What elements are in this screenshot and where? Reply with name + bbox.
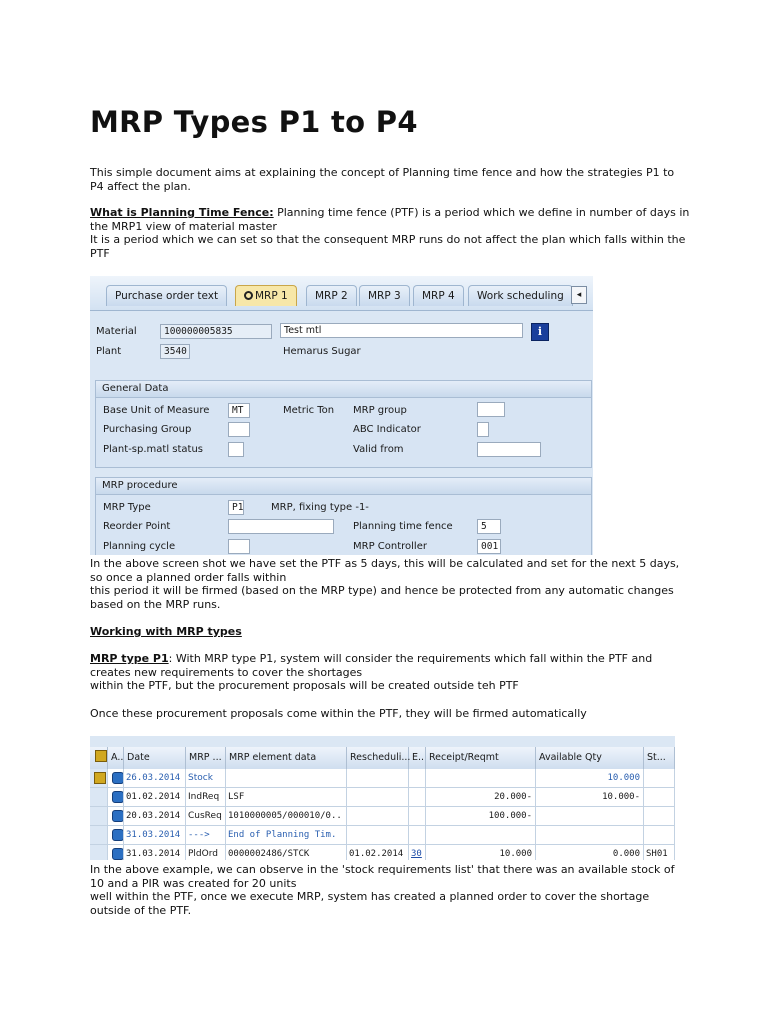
tab-bar <box>90 276 593 311</box>
cell-e-link[interactable]: 30 <box>409 845 426 860</box>
cell-rescheduling <box>347 788 409 807</box>
plant-status-label: Plant-sp.matl status <box>103 444 204 455</box>
material-label: Material <box>96 326 137 337</box>
planning-cycle-label: Planning cycle <box>103 541 176 552</box>
cell-date: 31.03.2014 <box>124 826 186 845</box>
row-side-cell <box>90 807 108 826</box>
cell-element-data: LSF <box>226 788 347 807</box>
cell-available: 10.000- <box>536 788 644 807</box>
abc-indicator-label: ABC Indicator <box>353 424 421 435</box>
cell-available: 10.000 <box>536 769 644 788</box>
cell-element-data <box>226 769 347 788</box>
after-shot2-line2: well within the PTF, once we execute MRP, system has created a planned order to cover the shortage outside of the PTF. <box>90 890 650 917</box>
detail-icon[interactable] <box>112 791 124 803</box>
plant-label: Plant <box>96 346 122 357</box>
p1-text1: : With MRP type P1, system will consider the requirements which fall within the PTF and creates new requirements to cover the shortages <box>90 652 653 679</box>
cell-date: 26.03.2014 <box>124 769 186 788</box>
working-with-mrp-types-heading: Working with MRP types <box>90 625 242 638</box>
cell-date: 31.03.2014 <box>124 845 186 860</box>
table-header <box>90 747 675 770</box>
row-side-cell <box>90 769 108 788</box>
cell-status <box>644 788 675 807</box>
cell-element-data: 1010000005/000010/0.. <box>226 807 347 826</box>
cell-element-data: End of Planning Tim. <box>226 826 347 845</box>
detail-icon[interactable] <box>112 772 124 784</box>
purchasing-group-label: Purchasing Group <box>103 424 192 435</box>
info-icon[interactable]: i <box>531 323 549 341</box>
cell-rescheduling: 01.02.2014 <box>347 845 409 860</box>
base-uom-label: Base Unit of Measure <box>103 405 210 416</box>
cell-mrp: PldOrd <box>186 845 226 860</box>
ptf-heading: What is Planning Time Fence: <box>90 206 274 219</box>
row-icon-cell <box>108 769 124 788</box>
header-col-e[interactable]: E.. <box>409 747 426 769</box>
cell-receipt: 100.000- <box>426 807 536 826</box>
tab-work-scheduling[interactable]: Work scheduling <box>468 285 573 306</box>
tab-mrp1[interactable]: MRP 1 <box>235 285 297 306</box>
sap-material-master-screenshot <box>90 276 593 555</box>
ptf-text1: Planning time fence (PTF) is a period which we define in number of days in the MRP1 view of material master <box>90 206 690 233</box>
ptf-paragraph <box>90 206 690 260</box>
detail-icon[interactable] <box>112 810 124 822</box>
cell-available: 0.000 <box>536 845 644 860</box>
cell-available <box>536 826 644 845</box>
plant-description: Hemarus Sugar <box>283 346 361 357</box>
scroll-left-icon[interactable]: ◂ <box>571 286 587 304</box>
row-side-cell <box>90 788 108 807</box>
tab-mrp4[interactable]: MRP 4 <box>413 285 464 306</box>
cell-receipt: 10.000 <box>426 845 536 860</box>
table-row[interactable] <box>90 807 675 826</box>
material-description-field[interactable]: Test mtl <box>280 323 523 338</box>
mrp-group-label: MRP group <box>353 405 407 416</box>
row-icon-cell <box>108 826 124 845</box>
mrp-procedure-title: MRP procedure <box>96 478 591 495</box>
cell-mrp: CusReq <box>186 807 226 826</box>
ptf-text2: It is a period which we can set so that the consequent MRP runs do not affect the plan which falls within the PTF <box>90 233 686 260</box>
p1-paragraph <box>90 652 690 693</box>
detail-icon[interactable] <box>112 848 124 860</box>
table-row[interactable] <box>90 826 675 845</box>
valid-from-label: Valid from <box>353 444 404 455</box>
header-col-receipt[interactable]: Receipt/Reqmt <box>426 747 536 769</box>
header-col-date[interactable]: Date <box>124 747 186 769</box>
cell-rescheduling <box>347 807 409 826</box>
group-icon[interactable] <box>94 772 106 784</box>
row-icon-cell <box>108 807 124 826</box>
cell-status <box>644 769 675 788</box>
planning-time-fence-label: Planning time fence <box>353 521 453 532</box>
mrp-type-description: MRP, fixing type -1- <box>271 502 369 513</box>
cell-status: SH01 <box>644 845 675 860</box>
mrp-type-field[interactable]: P1 <box>228 500 244 515</box>
cell-e <box>409 769 426 788</box>
material-field[interactable]: 100000005835 <box>160 324 272 339</box>
table-row[interactable] <box>90 788 675 807</box>
cell-date: 20.03.2014 <box>124 807 186 826</box>
after-shot1-line1: In the above screen shot we have set the PTF as 5 days, this will be calculated and set for the next 5 days, so once a planned order falls within <box>90 557 680 584</box>
table-settings-icon[interactable] <box>95 750 107 762</box>
cell-rescheduling <box>347 769 409 788</box>
table-row[interactable] <box>90 769 675 788</box>
after-shot1-line2: this period it will be firmed (based on the MRP type) and hence be protected from any automatic changes based on the MRP runs. <box>90 584 674 611</box>
tab-active-icon <box>244 291 253 300</box>
header-col-status[interactable]: St... <box>644 747 675 769</box>
example-paragraph <box>90 863 690 917</box>
row-icon-cell <box>108 788 124 807</box>
after-shot2-line1: In the above example, we can observe in the 'stock requirements list' that there was an available stock of 10 and a PIR was created for 20 units <box>90 863 675 890</box>
p1-text2: within the PTF, but the procurement proposals will be created outside teh PTF <box>90 679 519 693</box>
tab-mrp2[interactable]: MRP 2 <box>306 285 357 306</box>
cell-receipt <box>426 826 536 845</box>
planning-time-fence-field[interactable]: 5 <box>477 519 501 534</box>
header-col-rescheduling[interactable]: Rescheduli... <box>347 747 409 769</box>
valid-from-field[interactable] <box>477 442 541 457</box>
mrp-group-field[interactable] <box>477 402 505 417</box>
row-icon-cell <box>108 845 124 860</box>
stock-requirements-list-screenshot <box>90 736 675 860</box>
reorder-point-field[interactable] <box>228 519 334 534</box>
mrp-type-label: MRP Type <box>103 502 151 513</box>
cell-status <box>644 807 675 826</box>
cell-receipt: 20.000- <box>426 788 536 807</box>
header-col-available[interactable]: Available Qty <box>536 747 644 769</box>
plant-status-field[interactable] <box>228 442 244 457</box>
header-col-mrp[interactable]: MRP ... <box>186 747 226 769</box>
tab-mrp3[interactable]: MRP 3 <box>359 285 410 306</box>
base-uom-field[interactable]: MT <box>228 403 250 418</box>
tab-purchase-order-text[interactable]: Purchase order text <box>106 285 227 306</box>
table-row[interactable] <box>90 845 675 860</box>
base-uom-description: Metric Ton <box>283 405 335 416</box>
cell-rescheduling <box>347 826 409 845</box>
general-data-group <box>95 380 592 468</box>
reorder-point-label: Reorder Point <box>103 521 171 532</box>
row-side-cell <box>90 845 108 860</box>
mrp-controller-label: MRP Controller <box>353 541 427 552</box>
plant-field[interactable]: 3540 <box>160 344 190 359</box>
cell-status <box>644 826 675 845</box>
cell-mrp: ---> <box>186 826 226 845</box>
cell-receipt <box>426 769 536 788</box>
cell-date: 01.02.2014 <box>124 788 186 807</box>
cell-e <box>409 807 426 826</box>
row-side-cell <box>90 826 108 845</box>
general-data-title: General Data <box>96 381 591 398</box>
after-screenshot-paragraph <box>90 557 690 611</box>
cell-element-data: 0000002486/STCK <box>226 845 347 860</box>
mrp-controller-field[interactable]: 001 <box>477 539 501 554</box>
header-icon-cell <box>90 747 108 769</box>
cell-e <box>409 788 426 807</box>
p1-firmed-paragraph: Once these procurement proposals come within the PTF, they will be firmed automatically <box>90 707 587 720</box>
mrp-procedure-group <box>95 477 592 555</box>
header-col-element-data[interactable]: MRP element data <box>226 747 347 769</box>
p1-heading: MRP type P1 <box>90 652 169 665</box>
header-col-a[interactable]: A.. <box>108 747 124 769</box>
cell-mrp: IndReq <box>186 788 226 807</box>
cell-mrp: Stock <box>186 769 226 788</box>
page-title: MRP Types P1 to P4 <box>90 105 418 139</box>
intro-paragraph: This simple document aims at explaining the concept of Planning time fence and how the strategies P1 to P4 affect the plan. <box>90 166 675 193</box>
planning-cycle-field[interactable] <box>228 539 250 554</box>
purchasing-group-field[interactable] <box>228 422 250 437</box>
detail-icon[interactable] <box>112 829 124 841</box>
cell-e <box>409 826 426 845</box>
cell-available <box>536 807 644 826</box>
abc-indicator-field[interactable] <box>477 422 489 437</box>
